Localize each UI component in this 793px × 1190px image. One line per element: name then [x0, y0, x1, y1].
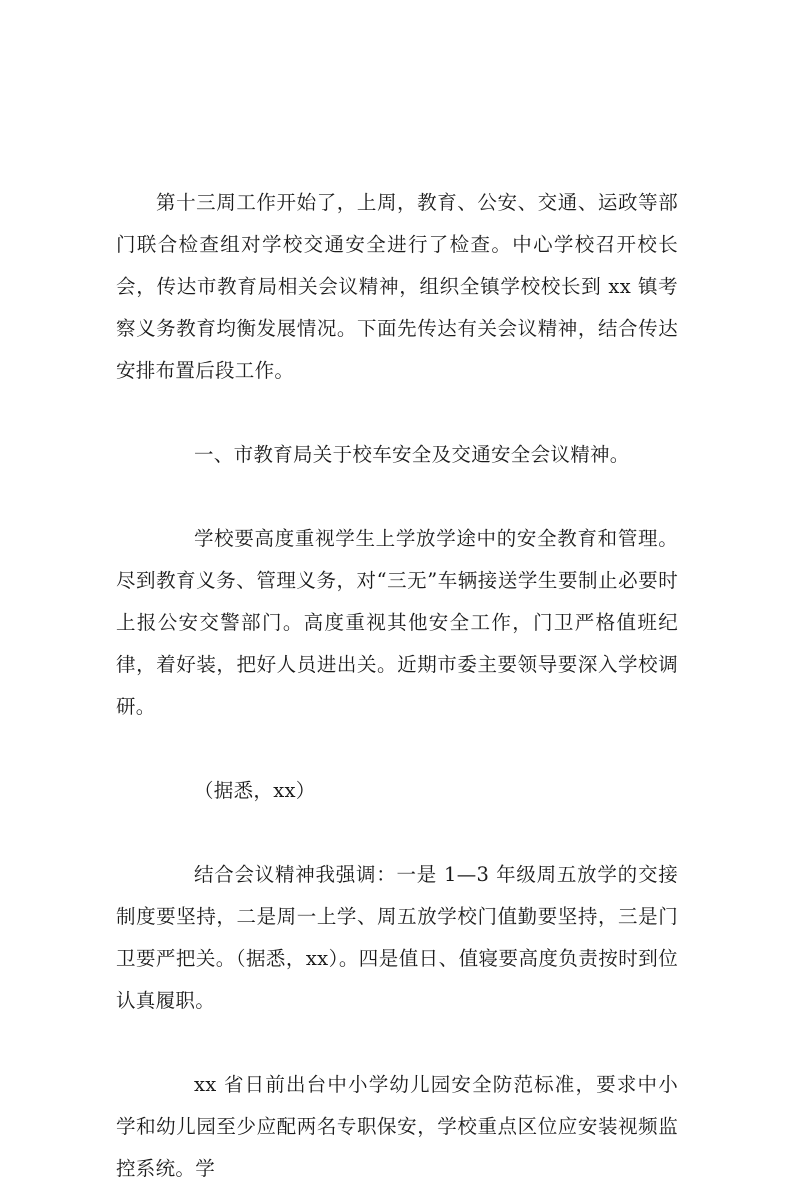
paragraph-spacer — [116, 728, 678, 770]
paragraph-spacer — [116, 476, 678, 518]
section-heading: 一、市教育局关于校车安全及交通安全会议精神。 — [194, 443, 630, 466]
paragraph-spacer — [116, 392, 678, 434]
paragraph-provincial-standard: xx 省日前出台中小学幼儿园安全防范标准，要求中小学和幼儿园至少应配两名专职保安，学校重点区位应安装视频监控系统。学 — [116, 1073, 678, 1180]
source-note: （据悉，xx） — [194, 779, 316, 802]
paragraph-spacer — [116, 1022, 678, 1064]
document-page — [116, 182, 678, 1190]
paragraph-emphasis: 结合会议精神我强调：一是 1—3 年级周五放学的交接制度要坚持，二是周一上学、周五放学校门值勤要坚持，三是门卫要严把关。（据悉，xx）。四是值日、值寝要高度负责按时到位认真履职。 — [116, 863, 678, 1012]
paragraph-school-safety: 学校要高度重视学生上学放学途中的安全教育和管理。尽到教育义务、管理义务，对“三无”车辆接送学生要制止必要时上报公安交警部门。高度重视其他安全工作，门卫严格值班纪律，着好装，把好人员进出关。近期市委主要领导要深入学校调研。 — [116, 527, 678, 718]
paragraph-intro: 第十三周工作开始了，上周，教育、公安、交通、运政等部门联合检查组对学校交通安全进行了检查。中心学校召开校长会，传达市教育局相关会议精神，组织全镇学校校长到 xx 镇考察义务教育均衡发展情况。下面先传达有关会议精神，结合传达安排布置后段工作。 — [116, 191, 678, 382]
paragraph-spacer — [116, 812, 678, 854]
